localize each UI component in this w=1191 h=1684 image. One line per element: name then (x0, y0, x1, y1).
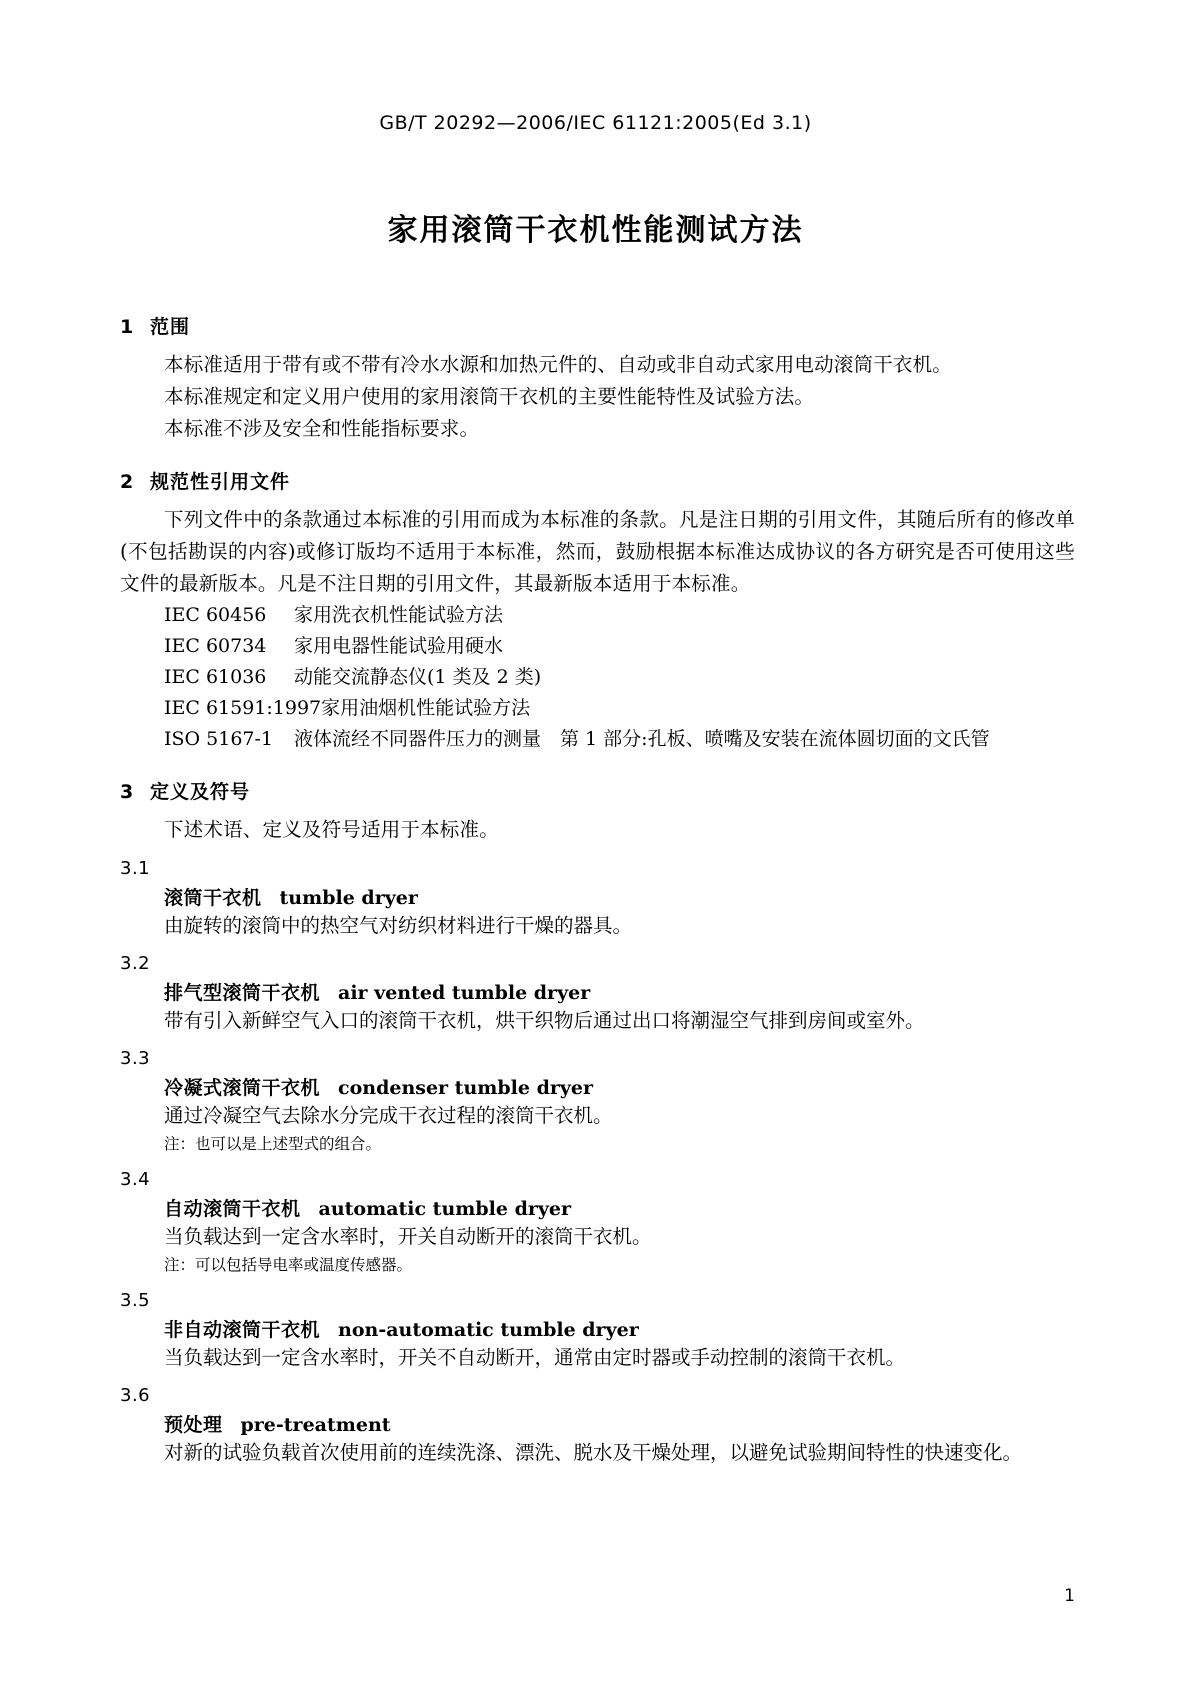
reference-item (164, 662, 1075, 693)
term-cn: 滚筒干衣机 (164, 887, 262, 909)
reference-title: 动能交流静态仪(1 类及 2 类) (294, 666, 542, 688)
section-3-paragraph-1: 下述术语、定义及符号适用于本标准。 (164, 818, 499, 841)
term-entry (164, 1410, 1075, 1437)
term-en: pre-treatment (240, 1414, 391, 1436)
reference-title: 液体流经不同器件压力的测量 第 1 部分:孔板、喷嘴及安装在流体圆切面的文氏管 (294, 728, 990, 750)
clause-number: 3.6 (120, 1385, 151, 1406)
section-1-paragraph-1: 本标准适用于带有或不带有冷水水源和加热元件的、自动或非自动式家用电动滚筒干衣机。 (164, 353, 953, 376)
reference-id: IEC 60734 (164, 635, 267, 657)
page-header: GB/T 20292—2006/IEC 61121:2005(Ed 3.1) (379, 112, 812, 134)
section-title-1: 范围 (150, 316, 191, 338)
term-definition: 当负载达到一定含水率时，开关不自动断开，通常由定时器或手动控制的滚筒干衣机。 (164, 1346, 906, 1369)
term-definition: 带有引入新鲜空气入口的滚筒干衣机，烘干织物后通过出口将潮湿空气排到房间或室外。 (164, 1009, 925, 1032)
term-cn: 非自动滚筒干衣机 (164, 1319, 321, 1341)
reference-item (164, 724, 1075, 755)
page-title: 家用滚筒干衣机性能测试方法 (387, 213, 804, 248)
term-note: 注：也可以是上述型式的组合。 (164, 1135, 382, 1153)
page-number: 1 (1064, 1586, 1075, 1606)
term-en: condenser tumble dryer (338, 1077, 594, 1099)
term-entry (164, 883, 1075, 910)
section-2-paragraph-1: 下列文件中的条款通过本标准的引用而成为本标准的条款。凡是注日期的引用文件，其随后所有的修改单(不包括勘误的内容)或修订版均不适用于本标准，然而，鼓励根据本标准达成协议的各方研究是否可使用这些文件的最新版本。凡是不注日期的引用文件，其最新版本适用于本标准。 (120, 508, 1075, 595)
term-entry (164, 1073, 1075, 1100)
term-en: tumble dryer (279, 887, 418, 909)
clause-number: 3.2 (120, 953, 151, 974)
reference-item (164, 600, 1075, 631)
section-number-2: 2 (120, 471, 135, 493)
term-definition: 通过冷凝空气去除水分完成干衣过程的滚筒干衣机。 (164, 1104, 613, 1127)
term-note: 注：可以包括导电率或温度传感器。 (164, 1256, 413, 1274)
reference-id: IEC 61591:1997 (164, 697, 322, 719)
section-1-paragraph-2: 本标准规定和定义用户使用的家用滚筒干衣机的主要性能特性及试验方法。 (164, 385, 815, 408)
term-cn: 预处理 (164, 1414, 223, 1436)
document-body (120, 290, 1075, 1468)
term-cn: 自动滚筒干衣机 (164, 1198, 301, 1220)
reference-id: ISO 5167-1 (164, 728, 273, 750)
term-definition: 由旋转的滚筒中的热空气对纺织材料进行干燥的器具。 (164, 914, 633, 937)
term-cn: 排气型滚筒干衣机 (164, 982, 321, 1004)
term-entry (164, 978, 1075, 1005)
section-heading-1 (120, 312, 1075, 339)
reference-title: 家用电器性能试验用硬水 (294, 635, 504, 657)
reference-item (164, 693, 1075, 724)
section-heading-2 (120, 467, 1075, 494)
term-en: non-automatic tumble dryer (338, 1319, 639, 1341)
reference-title: 家用洗衣机性能试验方法 (294, 604, 504, 626)
section-heading-3 (120, 777, 1075, 804)
term-entry (164, 1194, 1075, 1221)
term-definition: 当负载达到一定含水率时，开关自动断开的滚筒干衣机。 (164, 1225, 652, 1248)
term-en: automatic tumble dryer (318, 1198, 572, 1220)
reference-item (164, 631, 1075, 662)
section-number-3: 3 (120, 781, 135, 803)
reference-id: IEC 61036 (164, 666, 267, 688)
clause-number: 3.5 (120, 1290, 151, 1311)
section-1-paragraph-3: 本标准不涉及安全和性能指标要求。 (164, 417, 480, 440)
reference-title: 家用油烟机性能试验方法 (321, 697, 531, 719)
clause-number: 3.1 (120, 858, 151, 879)
term-cn: 冷凝式滚筒干衣机 (164, 1077, 321, 1099)
section-number-1: 1 (120, 316, 135, 338)
clause-number: 3.4 (120, 1169, 151, 1190)
term-en: air vented tumble dryer (338, 982, 591, 1004)
term-entry (164, 1315, 1075, 1342)
clause-number: 3.3 (120, 1048, 151, 1069)
reference-id: IEC 60456 (164, 604, 267, 626)
term-definition: 对新的试验负载首次使用前的连续洗涤、漂洗、脱水及干燥处理，以避免试验期间特性的快速变化。 (164, 1441, 1023, 1464)
section-title-2: 规范性引用文件 (150, 471, 291, 493)
section-title-3: 定义及符号 (150, 781, 251, 803)
